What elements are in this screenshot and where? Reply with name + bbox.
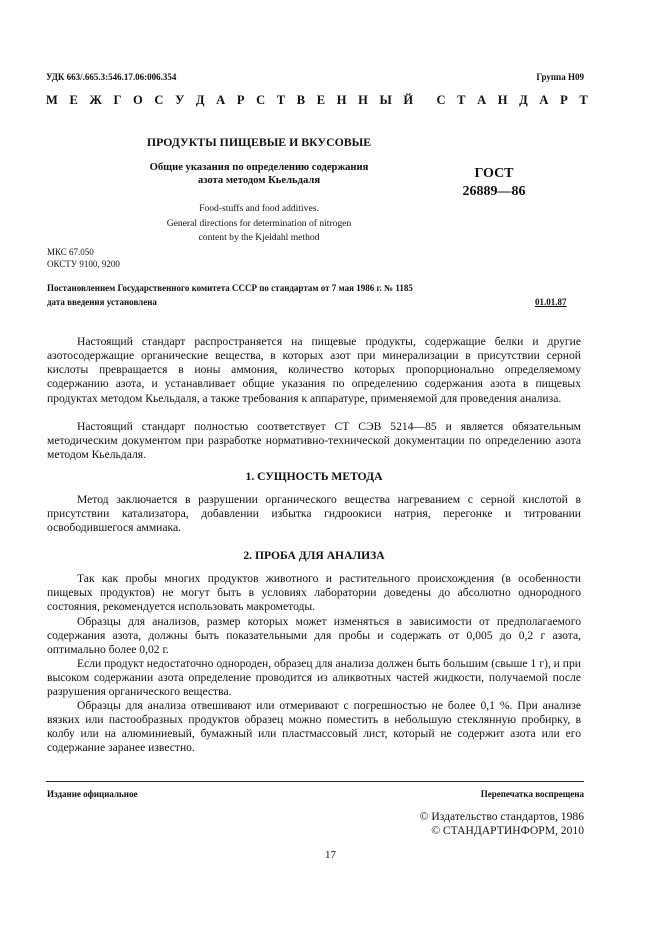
banner-letter: М xyxy=(46,93,58,107)
page-number: 17 xyxy=(325,849,336,861)
banner-letter: Т xyxy=(457,93,466,107)
effective-date: 01.01.87 xyxy=(535,297,567,307)
effective-date-label: дата введения установлена xyxy=(47,297,157,307)
section-2-paragraph-2: Образцы для анализов, размер которых может изменяться в зависимости от предполагаемого содержания азота, должны быть показательными для пробы и содержать от 0,005 до 0,2 г азота, оптимально более 0,02 г. xyxy=(47,615,581,657)
banner-letter: Р xyxy=(236,93,245,107)
banner-letter: Т xyxy=(276,93,286,107)
banner-letter: Р xyxy=(560,93,568,107)
header-row xyxy=(46,72,584,82)
gost-designation xyxy=(432,165,556,201)
official-edition-label: Издание официальное xyxy=(47,789,138,799)
banner-letter: Е xyxy=(316,93,326,107)
intro-paragraph-1: Настоящий стандарт распространяется на пищевые продукты, содержащие белки и другие азотосодержащие органические вещества, в которых азот при минерализации в присутствии серной кислоты превращается в ионы аммония, количество которых пропорционально определяемому содержанию азота, и устанавливает общие указания по определению содержания азота в пищевых продуктах методом Кьельдаля, а также требования к аппаратуре, применяемой для проведения анализа. xyxy=(47,335,581,405)
standard-title: ПРОДУКТЫ ПИЩЕВЫЕ И ВКУСОВЫЕ xyxy=(146,135,372,149)
banner-letter: А xyxy=(216,93,226,107)
banner-letter: С xyxy=(256,93,266,107)
banner-letter: А xyxy=(477,93,487,107)
section-1-paragraph: Метод заключается в разрушении органического вещества нагреванием с серной кислотой в присутствии катализатора, добавлении избытка гидроокиси натрия, перегонке и титровании освободившегося аммиака. xyxy=(47,493,581,535)
section-2-paragraph-3: Если продукт недостаточно однороден, образец для анализа должен быть большим (свыше 1 г), и при высоком содержании азота определение проводится из аликвотных частей жидкости, получаемой после разрушения органического вещества. xyxy=(47,657,581,699)
banner-letter: С xyxy=(154,93,164,107)
banner-letter: Н xyxy=(358,93,368,107)
english-title xyxy=(126,202,392,246)
banner-letter: Н xyxy=(497,93,508,107)
udk-code: УДК 663/.665.3:546.17.06:006.354 xyxy=(46,72,177,82)
banner-letter: Г xyxy=(113,93,122,107)
banner-letter: А xyxy=(539,93,549,107)
group-code: Группа Н09 xyxy=(536,72,584,82)
okstu-code: ОКСТУ 9100, 9200 xyxy=(47,259,120,269)
banner-letter: У xyxy=(175,93,185,107)
banner-letter: С xyxy=(436,93,446,107)
banner-letter: Н xyxy=(336,93,347,107)
english-title-line-3: content by the Kjeldahl method xyxy=(198,232,320,244)
banner-letter: Й xyxy=(403,93,414,107)
banner-letter: Е xyxy=(69,93,78,107)
classification-codes xyxy=(47,246,120,270)
section-1-heading: 1. СУЩНОСТЬ МЕТОДА xyxy=(245,470,383,483)
section-2-heading: 2. ПРОБА ДЛЯ АНАЛИЗА xyxy=(243,549,385,562)
gost-number: 26889—86 xyxy=(462,184,526,199)
mks-code: МКС 67.050 xyxy=(47,247,94,257)
reprint-notice: Перепечатка воспрещена xyxy=(480,789,584,799)
intro-paragraph-2: Настоящий стандарт полностью соответствует СТ СЭВ 5214—85 и является обязательным методическим документом при разработке нормативно-технической документации по определению азота методом Кьельдаля. xyxy=(47,420,581,462)
banner-letter: Д xyxy=(519,93,528,107)
banner-letter: Д xyxy=(195,93,205,107)
section-2-paragraph-4: Образцы для анализа отвешивают или отмеривают с погрешностью не более 0,1 %. При анализе вязких или пастообразных продуктов образец можно поместить в небольшую стеклянную пробирку, в колбу или на алюминиевый, бумажный или пластмассовый лист, который не содержит азота или его содержание заранее известно. xyxy=(47,699,581,755)
banner-letter: О xyxy=(133,93,143,107)
copyright-1986: © Издательство стандартов, 1986 xyxy=(419,810,584,823)
banner-letter: В xyxy=(296,93,306,107)
gost-label: ГОСТ xyxy=(474,166,514,181)
footer-divider xyxy=(46,781,584,782)
interstate-standard-banner xyxy=(46,93,588,109)
subtitle-line-1: Общие указания по определению содержания xyxy=(149,162,369,173)
subtitle-line-2: азота методом Кьельдаля xyxy=(197,175,321,186)
standard-subtitle xyxy=(126,161,392,187)
english-title-line-1: Food-stuffs and food additives. xyxy=(199,203,319,214)
english-title-line-2: General directions for determination of nitrogen xyxy=(166,217,352,229)
banner-letter: Ж xyxy=(89,93,102,107)
banner-letter: Ы xyxy=(379,93,392,107)
decree-line: Постановлением Государственного комитета СССР по стандартам от 7 мая 1986 г. № 1185 xyxy=(47,283,413,293)
banner-letter: Т xyxy=(579,93,588,107)
copyright-2010: © СТАНДАРТИНФОРМ, 2010 xyxy=(431,824,584,837)
section-2-paragraph-1: Так как пробы многих продуктов животного и растительного происхождения (в особенности пищевых продуктов) не могут быть в условиях лаборатории доведены до абсолютно однородного состояния, рекомендуется использовать макрометоды. xyxy=(47,572,581,614)
